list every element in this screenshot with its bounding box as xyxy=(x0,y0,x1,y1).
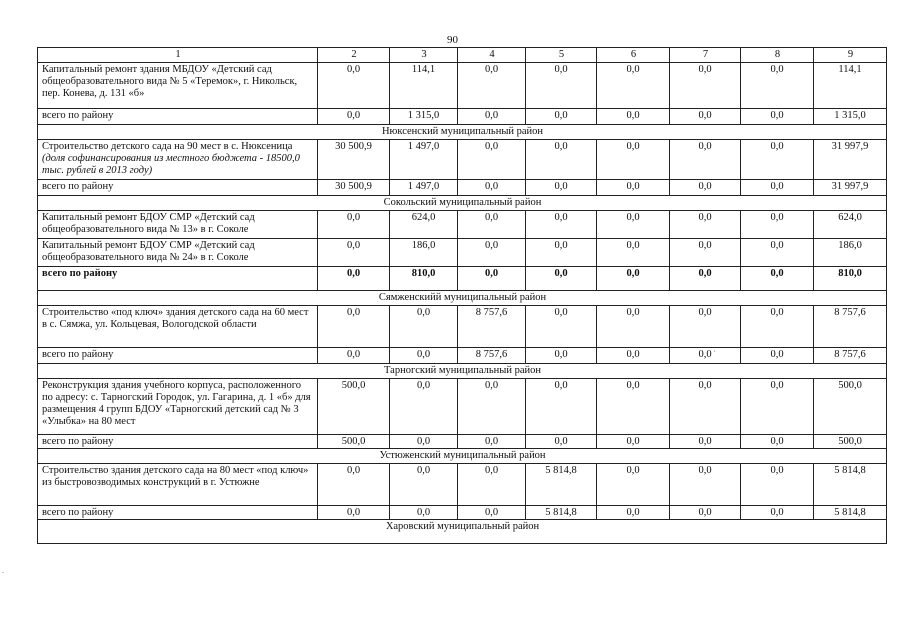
row-label xyxy=(38,63,318,109)
value-cell: 624,0 xyxy=(390,211,458,239)
value-cell: 0,0 xyxy=(390,435,458,449)
value-cell: 0,0 xyxy=(318,464,390,506)
value-cell: 0,0 xyxy=(526,109,597,125)
value-cell: 31 997,9 xyxy=(814,180,887,196)
value-cell: 0,0 xyxy=(670,267,741,291)
value-cell: 0,0 xyxy=(741,464,814,506)
value-cell: 5 814,8 xyxy=(814,464,887,506)
section-row xyxy=(38,449,887,464)
section-title: Нюксенский муниципальный район xyxy=(38,125,887,140)
total-row xyxy=(38,109,887,125)
value-cell: 0,0 xyxy=(670,211,741,239)
funding-table xyxy=(37,47,887,544)
table-body xyxy=(38,48,887,544)
row-label xyxy=(38,506,318,520)
row-label-text: Строительство детского сада на 90 мест в с. Нюксеница xyxy=(42,141,293,152)
value-cell: 0,0 xyxy=(318,239,390,267)
value-cell: 30 500,9 xyxy=(318,180,390,196)
value-cell: 0,0 xyxy=(741,239,814,267)
row-label xyxy=(38,267,318,291)
value-cell: 500,0 xyxy=(318,435,390,449)
row-label xyxy=(38,306,318,348)
row-label-text: Капитальный ремонт БДОУ СМР «Детский сад общеобразовательного вида № 13» в г. Соколе xyxy=(42,212,255,235)
value-cell: 0,0 xyxy=(526,180,597,196)
value-cell: 5 814,8 xyxy=(814,506,887,520)
table-row xyxy=(38,379,887,435)
value-cell: 5 814,8 xyxy=(526,464,597,506)
value-cell: 0,0 xyxy=(526,348,597,364)
header-cell: 6 xyxy=(597,48,670,63)
value-cell: 0,0 xyxy=(390,348,458,364)
value-cell: 0,0 xyxy=(458,109,526,125)
value-cell: 0,0 xyxy=(318,506,390,520)
value-cell: 0,0 xyxy=(597,267,670,291)
value-cell: 0,0 xyxy=(741,63,814,109)
value-cell: 0,0 xyxy=(670,435,741,449)
row-label xyxy=(38,109,318,125)
value-cell: 0,0 xyxy=(670,379,741,435)
table-row xyxy=(38,464,887,506)
row-label xyxy=(38,180,318,196)
value-cell: 624,0 xyxy=(814,211,887,239)
value-cell: 0,0 xyxy=(458,63,526,109)
value-cell: 0,0 xyxy=(458,239,526,267)
value-cell: 1 497,0 xyxy=(390,180,458,196)
table-row xyxy=(38,211,887,239)
value-cell: 0,0 xyxy=(597,140,670,180)
value-cell: 0,0 xyxy=(670,109,741,125)
table-row xyxy=(38,239,887,267)
value-cell: 0,0 xyxy=(670,506,741,520)
value-cell: 0,0 xyxy=(670,140,741,180)
value-cell: 0,0 xyxy=(741,379,814,435)
value-cell: 8 757,6 xyxy=(814,306,887,348)
value-cell: 0,0 xyxy=(390,506,458,520)
header-cell: 7 xyxy=(670,48,741,63)
value-cell: 0,0 xyxy=(526,267,597,291)
value-cell: 8 757,6 xyxy=(814,348,887,364)
value-cell: 0,0 xyxy=(458,464,526,506)
row-label-text: всего по району xyxy=(42,268,118,279)
row-label xyxy=(38,435,318,449)
row-label-text: всего по району xyxy=(42,181,114,192)
row-label xyxy=(38,464,318,506)
value-cell: 0,0 xyxy=(597,348,670,364)
value-cell: 0,0 xyxy=(597,435,670,449)
row-label-text: Строительство здания детского сада на 80 мест «под ключ» из быстровозводимых конструкций в г. Устюжне xyxy=(42,465,309,488)
value-cell: 0,0 xyxy=(458,435,526,449)
header-row xyxy=(38,48,887,63)
value-cell: 0,0 xyxy=(741,140,814,180)
value-cell: 0,0 xyxy=(670,63,741,109)
row-label-text: Строительство «под ключ» здания детского сада на 60 мест в с. Сямжа, ул. Кольцевая, Вологодской области xyxy=(42,307,309,330)
row-label-text: всего по району xyxy=(42,110,114,121)
value-cell: 0,0 xyxy=(741,306,814,348)
section-title: Устюженский муниципальный район xyxy=(38,449,887,464)
value-cell: 0,0 xyxy=(458,180,526,196)
row-label-note: (доля софинансирования из местного бюджета - 18500,0 тыс. рублей в 2013 году) xyxy=(42,153,300,176)
row-label-text: Капитальный ремонт здания МБДОУ «Детский сад общеобразовательного вида № 5 «Теремок», г. Никольск, пер. Конева, д. 131 «б» xyxy=(42,64,298,99)
row-label-text: Реконструкция здания учебного корпуса, расположенного по адресу: с. Тарногский Городок, ул. Гагарина, д. 1 «б» для размещения 4 групп БДОУ «Тарногский детский сад № 3 «Улыбка» на 80 мест xyxy=(42,380,311,427)
section-row xyxy=(38,364,887,379)
value-cell: 0,0 xyxy=(318,306,390,348)
value-cell: 0,0 xyxy=(670,464,741,506)
value-cell: 810,0 xyxy=(814,267,887,291)
value-cell: 5 814,8 xyxy=(526,506,597,520)
value-cell: 0,0 xyxy=(526,435,597,449)
total-row xyxy=(38,267,887,291)
total-row xyxy=(38,506,887,520)
value-cell: 0,0 xyxy=(318,267,390,291)
value-cell: 0,0 xyxy=(741,180,814,196)
value-cell: 0,0 xyxy=(458,267,526,291)
row-label xyxy=(38,379,318,435)
value-cell: 0,0 xyxy=(458,379,526,435)
value-cell: 186,0 xyxy=(814,239,887,267)
section-row xyxy=(38,291,887,306)
value-cell: 31 997,9 xyxy=(814,140,887,180)
value-cell: 0,0 xyxy=(526,239,597,267)
value-cell: 0,0 xyxy=(597,211,670,239)
section-title: Харовский муниципальный район xyxy=(38,520,887,544)
value-cell: 8 757,6 xyxy=(458,348,526,364)
section-row xyxy=(38,125,887,140)
value-cell: 1 497,0 xyxy=(390,140,458,180)
row-label-text: всего по району xyxy=(42,507,114,518)
row-label xyxy=(38,211,318,239)
value-cell: 0,0 xyxy=(318,109,390,125)
value-cell: 0,0 xyxy=(597,180,670,196)
value-cell: 1 315,0 xyxy=(390,109,458,125)
value-cell: 0,0 xyxy=(390,464,458,506)
value-cell: 810,0 xyxy=(390,267,458,291)
table-row xyxy=(38,63,887,109)
value-cell: 0,0 xyxy=(318,211,390,239)
value-cell: 0,0 xyxy=(741,211,814,239)
header-cell: 4 xyxy=(458,48,526,63)
row-label xyxy=(38,348,318,364)
value-cell: 0,0 xyxy=(741,506,814,520)
edge-mark: . xyxy=(2,566,4,575)
total-row xyxy=(38,180,887,196)
total-row xyxy=(38,435,887,449)
value-cell: 0,0 xyxy=(390,379,458,435)
row-label-text: всего по району xyxy=(42,349,114,360)
value-cell: 0,0 xyxy=(741,267,814,291)
stray-mark: , xyxy=(714,347,716,353)
section-title: Тарногский муниципальный район xyxy=(38,364,887,379)
section-row xyxy=(38,196,887,211)
value-cell: 0,0 xyxy=(318,63,390,109)
value-cell: 0,0 xyxy=(526,211,597,239)
value-cell: 0,0 xyxy=(597,306,670,348)
value-cell: 0,0 xyxy=(670,348,741,364)
value-cell: 500,0 xyxy=(318,379,390,435)
value-cell: 0,0 xyxy=(458,506,526,520)
header-cell: 3 xyxy=(390,48,458,63)
header-cell: 8 xyxy=(741,48,814,63)
value-cell: 0,0 xyxy=(597,109,670,125)
value-cell: 1 315,0 xyxy=(814,109,887,125)
section-title: Сокольский муниципальный район xyxy=(38,196,887,211)
value-cell: 0,0 xyxy=(526,140,597,180)
value-cell: 0,0 xyxy=(597,506,670,520)
value-cell: 0,0 xyxy=(670,180,741,196)
page-number: 90 xyxy=(447,34,458,46)
value-cell: 0,0 xyxy=(741,435,814,449)
row-label-text: Капитальный ремонт БДОУ СМР «Детский сад общеобразовательного вида № 24» в г. Соколе xyxy=(42,240,255,263)
value-cell: 8 757,6 xyxy=(458,306,526,348)
value-cell: 0,0 xyxy=(458,140,526,180)
value-cell: 0,0 xyxy=(458,211,526,239)
row-label xyxy=(38,140,318,180)
header-cell: 1 xyxy=(38,48,318,63)
total-row xyxy=(38,348,887,364)
value-cell: 0,0 xyxy=(741,109,814,125)
header-cell: 9 xyxy=(814,48,887,63)
table-row xyxy=(38,140,887,180)
value-cell: 0,0 xyxy=(597,379,670,435)
row-label xyxy=(38,239,318,267)
value-cell: 0,0 xyxy=(670,239,741,267)
value-cell: 500,0 xyxy=(814,379,887,435)
value-cell: 0,0 xyxy=(526,63,597,109)
header-cell: 5 xyxy=(526,48,597,63)
table-row xyxy=(38,306,887,348)
value-cell: 0,0 xyxy=(390,306,458,348)
value-cell: 0,0 xyxy=(670,306,741,348)
value-cell: 0,0 xyxy=(597,464,670,506)
value-cell: 30 500,9 xyxy=(318,140,390,180)
value-cell: 114,1 xyxy=(814,63,887,109)
value-cell: 0,0 xyxy=(597,63,670,109)
value-cell: 0,0 xyxy=(318,348,390,364)
value-cell: 114,1 xyxy=(390,63,458,109)
value-cell: 186,0 xyxy=(390,239,458,267)
value-cell: 500,0 xyxy=(814,435,887,449)
section-title: Сямженскийй муниципальный район xyxy=(38,291,887,306)
value-cell: 0,0 xyxy=(526,306,597,348)
row-label-text: всего по району xyxy=(42,436,114,447)
section-row xyxy=(38,520,887,544)
value-cell: 0,0 xyxy=(526,379,597,435)
header-cell: 2 xyxy=(318,48,390,63)
value-cell: 0,0 xyxy=(597,239,670,267)
value-cell: 0,0 xyxy=(741,348,814,364)
